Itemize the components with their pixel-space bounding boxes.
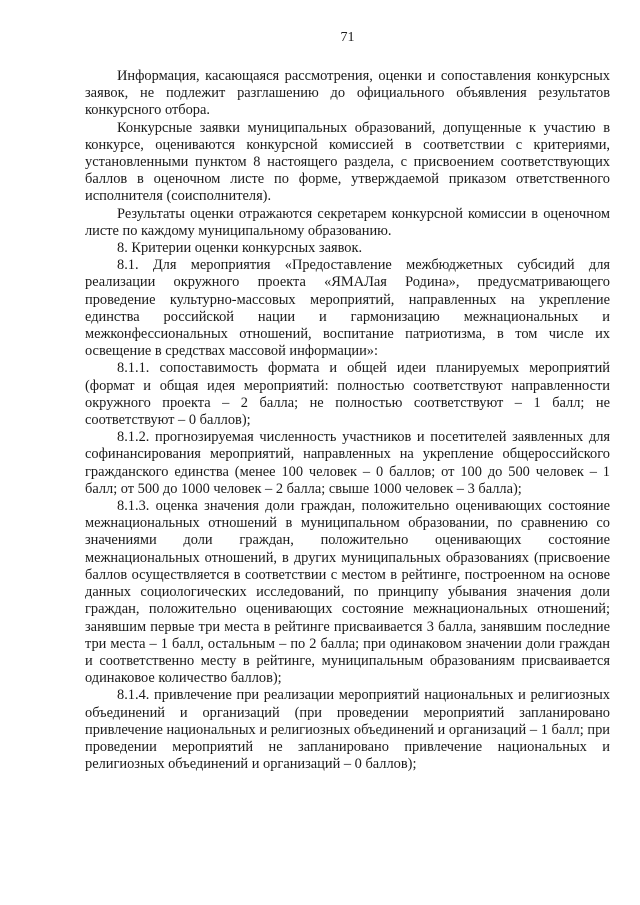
paragraph-8-1-2: 8.1.2. прогнозируемая численность участников и посетителей заявленных для софинансирования мероприятий, направленных на укрепление общероссийского гражданского единства (менее 100 человек – 0 баллов; от 100 до 500 человек – 1 балл; от 500 до 1000 человек – 2 балла; свыше 1000 человек – 3 балла); — [85, 429, 610, 497]
paragraph-results: Результаты оценки отражаются секретарем конкурсной комиссии в оценочном листе по каждому муниципальному образованию. — [85, 205, 610, 239]
paragraph-confidentiality: Информация, касающаяся рассмотрения, оценки и сопоставления конкурсных заявок, не подлежит разглашению до официального объявления результатов конкурсного отбора. — [85, 68, 610, 119]
paragraph-8-1-4: 8.1.4. привлечение при реализации мероприятий национальных и религиозных объединений и организаций (при проведении мероприятий запланировано привлечение национальных и религиозных объединений и организаций – 1 балл; при проведении мероприятий не запланировано привлечение национальных и религиозных объединений и организаций – 0 баллов); — [85, 687, 610, 773]
document-body — [85, 68, 610, 773]
paragraph-8-1-1: 8.1.1. сопоставимость формата и общей идеи планируемых мероприятий (формат и общая идея мероприятий: полностью соответствуют направленности окружного проекта – 2 балла; не полностью соответствуют – 1 балл; не соответствуют – 0 баллов); — [85, 360, 610, 429]
page-number: 71 — [340, 30, 355, 45]
paragraph-8-1: 8.1. Для мероприятия «Предоставление межбюджетных субсидий для реализации окружного проекта «ЯМАЛая Родина», предусматривающего проведение культурно-массовых мероприятий, направленных на укрепление единства российской нации и гармонизацию межнациональных и межконфессиональных отношений, воспитание патриотизма, в том числе их освещение в средствах массовой информации»: — [85, 257, 610, 360]
paragraph-evaluation: Конкурсные заявки муниципальных образований, допущенные к участию в конкурсе, оцениваются конкурсной комиссией в соответствии с критериями, установленными пунктом 8 настоящего раздела, с присвоением соответствующих баллов в оценочном листе по форме, утверждаемой приказом ответственного исполнителя (соисполнителя). — [85, 119, 610, 205]
paragraph-criteria-heading: 8. Критерии оценки конкурсных заявок. — [117, 240, 363, 257]
paragraph-8-1-3: 8.1.3. оценка значения доли граждан, положительно оценивающих состояние межнациональных отношений в муниципальном образовании, по сравнению со значениями доли граждан, положительно оценивающих состояние межнациональных отношений, в других муниципальных образованиях (присвоение баллов осуществляется в соответствии с местом в рейтинге, построенном на основе данных социологических исследований, по принципу убывания значения доли граждан, положительно оценивающих состояние межнациональных отношений; занявшим первые три места в рейтинге присваивается 3 балла, занявшим последние три места – 1 балл, остальным – по 2 балла; при одинаковом значении доли граждан и соответственно месту в рейтинге, муниципальным образованиям присваивается одинаковое количество баллов); — [85, 498, 610, 687]
